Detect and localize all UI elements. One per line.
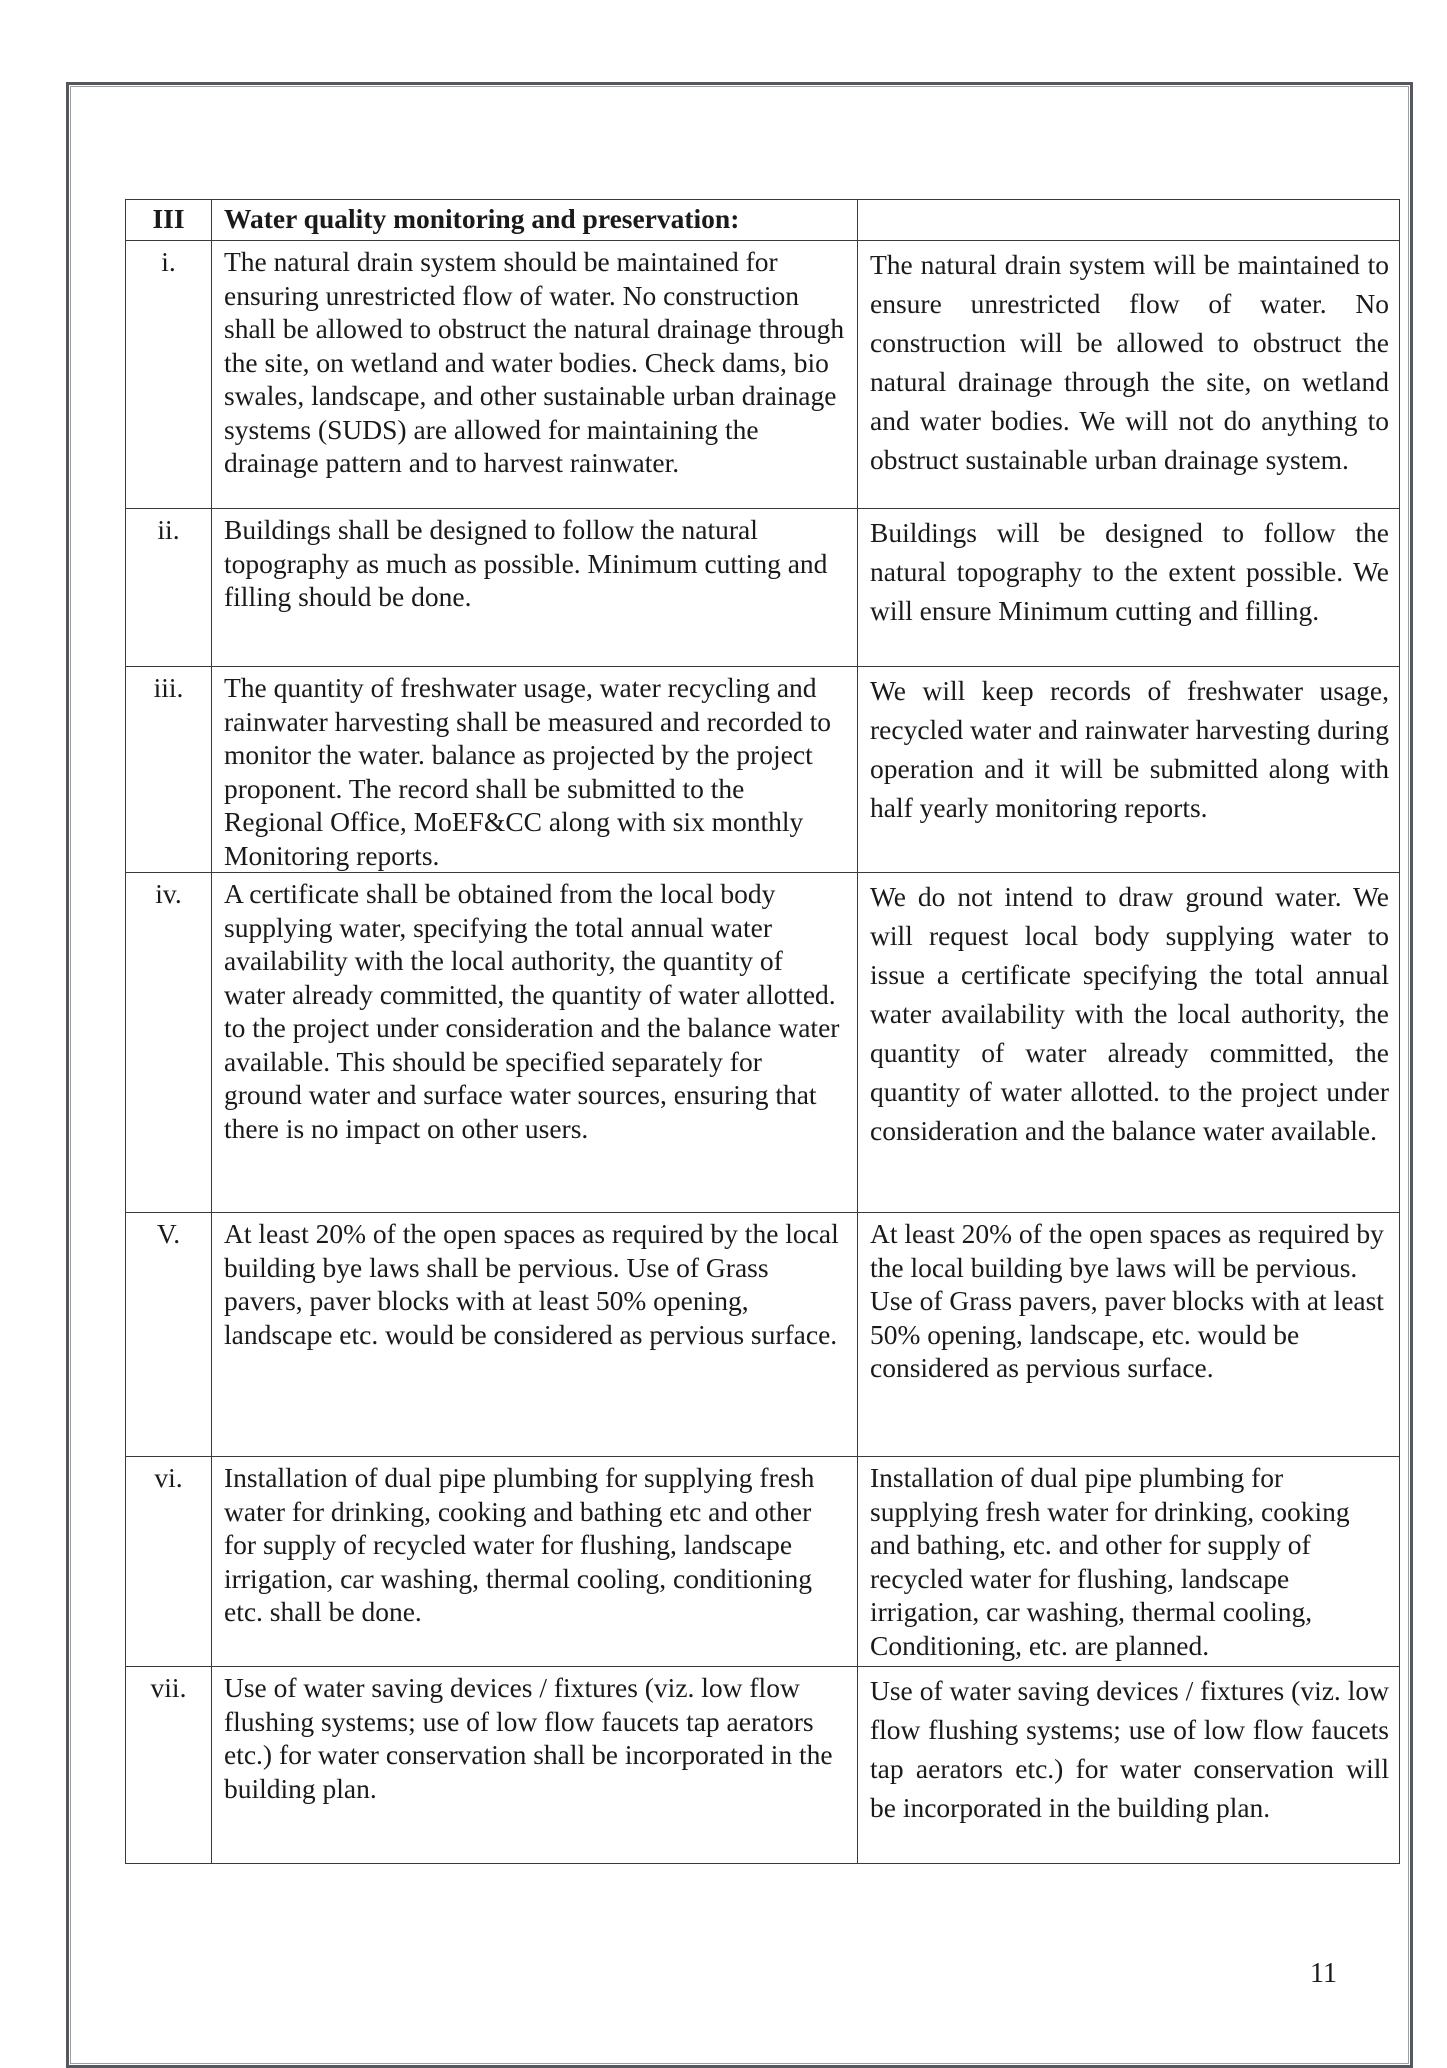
row-number: vi. bbox=[126, 1457, 212, 1667]
row-number: iii. bbox=[126, 667, 212, 873]
section-response-empty bbox=[858, 200, 1400, 241]
response-text: We will keep records of freshwater usage, recycled water and rainwater harvesting during operation and it will be submitted along with half yearly monitoring reports. bbox=[858, 667, 1400, 873]
row-number: i. bbox=[126, 241, 212, 509]
response-text: At least 20% of the open spaces as required by the local building bye laws will be pervious. Use of Grass pavers, paver blocks with at least 50% opening, landscape, etc. would be considered as pervious surface. bbox=[858, 1213, 1400, 1457]
section-title: Water quality monitoring and preservation: bbox=[212, 200, 858, 241]
row-number: V. bbox=[126, 1213, 212, 1457]
condition-text: At least 20% of the open spaces as required by the local building bye laws shall be pervious. Use of Grass pavers, paver blocks with at least 50% opening, landscape etc. would be considered as pervious surface. bbox=[212, 1213, 858, 1457]
response-text: Buildings will be designed to follow the natural topography to the extent possible. We will ensure Minimum cutting and filling. bbox=[858, 509, 1400, 667]
response-text: Installation of dual pipe plumbing for supplying fresh water for drinking, cooking and bathing, etc. and other for supply of recycled water for flushing, landscape irrigation, car washing, thermal cooling, Conditioning, etc. are planned. bbox=[858, 1457, 1400, 1667]
table-row bbox=[126, 667, 1400, 873]
row-number: iv. bbox=[126, 873, 212, 1213]
table-row bbox=[126, 1213, 1400, 1457]
condition-text: A certificate shall be obtained from the local body supplying water, specifying the total annual water availability with the local authority, the quantity of water already committed, the quantity of water allotted. to the project under consideration and the balance water available. This should be specified separately for ground water and surface water sources, ensuring that there is no impact on other users. bbox=[212, 873, 858, 1213]
row-number: vii. bbox=[126, 1667, 212, 1864]
table-row bbox=[126, 1457, 1400, 1667]
condition-text: Use of water saving devices / fixtures (viz. low flow flushing systems; use of low flow faucets tap aerators etc.) for water conservation shall be incorporated in the building plan. bbox=[212, 1667, 858, 1864]
row-number: ii. bbox=[126, 509, 212, 667]
table-row bbox=[126, 1667, 1400, 1864]
condition-text: Buildings shall be designed to follow the natural topography as much as possible. Minimum cutting and filling should be done. bbox=[212, 509, 858, 667]
condition-text: The natural drain system should be maintained for ensuring unrestricted flow of water. No construction shall be allowed to obstruct the natural drainage through the site, on wetland and water bodies. Check dams, bio swales, landscape, and other sustainable urban drainage systems (SUDS) are allowed for maintaining the drainage pattern and to harvest rainwater. bbox=[212, 241, 858, 509]
compliance-table bbox=[125, 199, 1400, 1864]
table-row bbox=[126, 873, 1400, 1213]
condition-text: Installation of dual pipe plumbing for supplying fresh water for drinking, cooking and bathing etc and other for supply of recycled water for flushing, landscape irrigation, car washing, thermal cooling, conditioning etc. shall be done. bbox=[212, 1457, 858, 1667]
section-number: III bbox=[126, 200, 212, 241]
response-text: Use of water saving devices / fixtures (viz. low flow flushing systems; use of low flow faucets tap aerators etc.) for water conservation will be incorporated in the building plan. bbox=[858, 1667, 1400, 1864]
page-number: 11 bbox=[1310, 1958, 1337, 1989]
response-text: The natural drain system will be maintained to ensure unrestricted flow of water. No construction will be allowed to obstruct the natural drainage through the site, on wetland and water bodies. We will not do anything to obstruct sustainable urban drainage system. bbox=[858, 241, 1400, 509]
section-header-row bbox=[126, 200, 1400, 241]
table-row bbox=[126, 509, 1400, 667]
condition-text: The quantity of freshwater usage, water recycling and rainwater harvesting shall be measured and recorded to monitor the water. balance as projected by the project proponent. The record shall be submitted to the Regional Office, MoEF&CC along with six monthly Monitoring reports. bbox=[212, 667, 858, 873]
table-row bbox=[126, 241, 1400, 509]
response-text: We do not intend to draw ground water. We will request local body supplying water to issue a certificate specifying the total annual water availability with the local authority, the quantity of water already committed, the quantity of water allotted. to the project under consideration and the balance water available. bbox=[858, 873, 1400, 1213]
